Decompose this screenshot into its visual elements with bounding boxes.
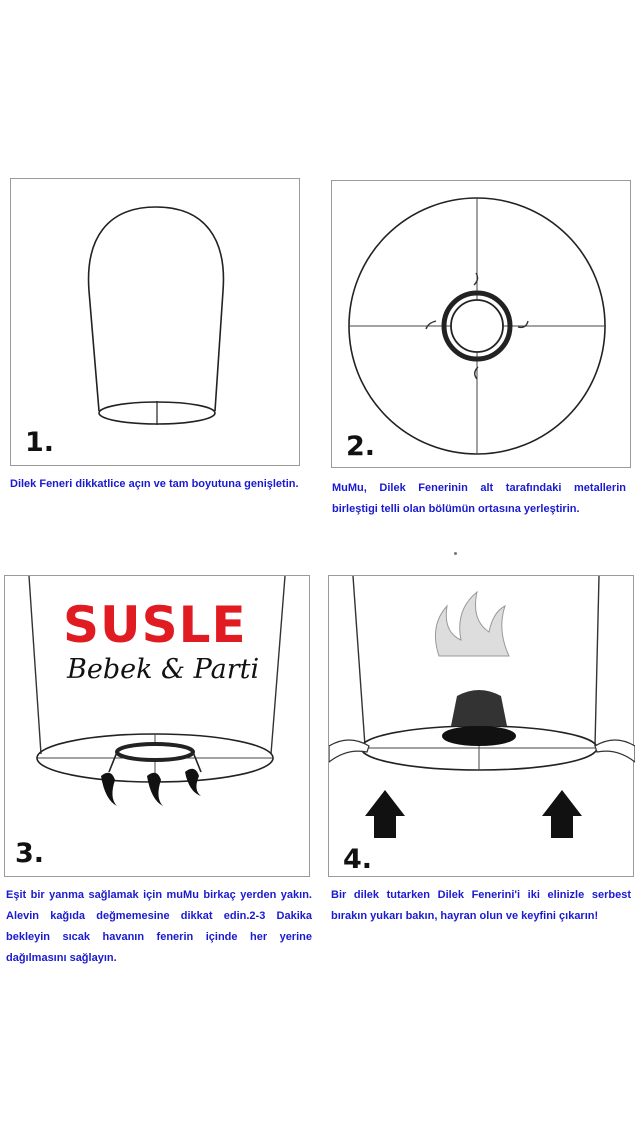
- step-3-caption: Eşit bir yanma sağlamak için muMu birkaç yerden yakın. Alevin kağıda değmemesine dikkat edin.2-3 Dakika bekleyin sıcak havanın fenerin içinde her yerine dağılmasını sağlayın.: [6, 889, 312, 964]
- step-1-panel: [10, 178, 300, 466]
- step-2-caption: MuMu, Dilek Fenerinin alt tarafındaki metallerin birleştigi telli olan bölümün ortasına yerleştirin.: [332, 482, 626, 515]
- lantern-illustration: [11, 179, 301, 467]
- step-4-caption: Bir dilek tutarken Dilek Fenerini'i iki elinizle serbest bırakın yukarı bakın, hayran olun ve keyfini çıkarın!: [331, 889, 631, 922]
- step-1-caption: Dilek Feneri dikkatlice açın ve tam boyutuna genişletin.: [10, 478, 299, 490]
- step-number: 4.: [343, 844, 373, 875]
- step-2-panel: [331, 180, 631, 468]
- step-number: 2.: [346, 431, 376, 462]
- logo-brand: SUSLE: [63, 596, 247, 654]
- release-illustration: [329, 576, 635, 878]
- lantern-base-illustration: [332, 181, 632, 469]
- logo-tagline: Bebek & Parti: [67, 654, 260, 685]
- step-number: 1.: [25, 427, 55, 458]
- stray-mark: [454, 552, 457, 555]
- step-number: 3.: [15, 838, 45, 869]
- step-3-panel: [4, 575, 310, 877]
- step-4-panel: [328, 575, 634, 877]
